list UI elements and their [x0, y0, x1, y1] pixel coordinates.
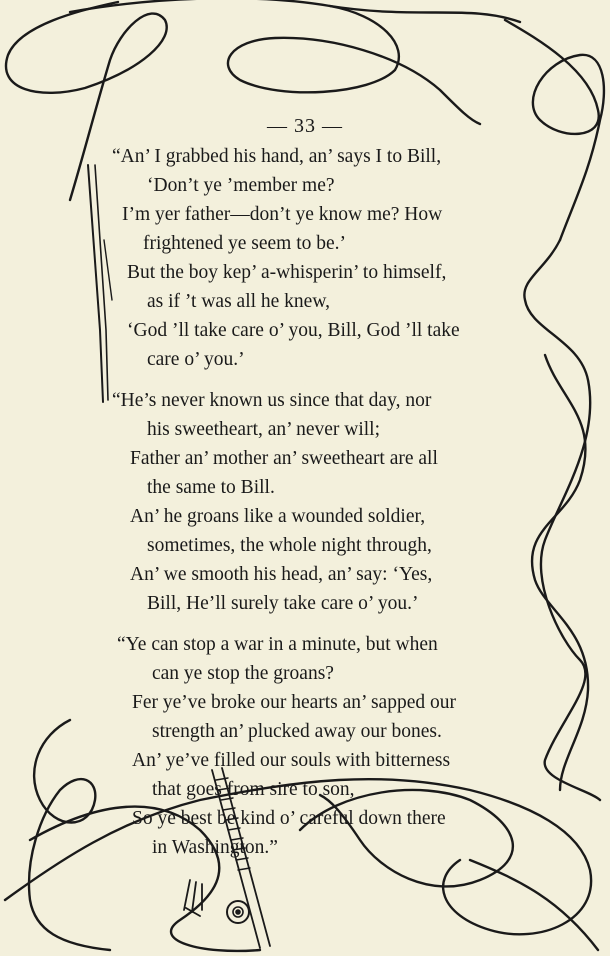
poem-line: An’ he groans like a wounded soldier,: [130, 506, 426, 527]
poem: [0, 142, 610, 874]
poem-line: can ye stop the groans?: [152, 663, 334, 684]
poem-line: ‘Don’t ye ’member me?: [147, 175, 335, 196]
poem-line: care o’ you.’: [147, 349, 245, 370]
poem-line: Father an’ mother an’ sweetheart are all: [130, 448, 438, 469]
poem-line: “He’s never known us since that day, nor: [112, 390, 432, 411]
page-number: — 33 —: [267, 115, 343, 137]
poem-line: in Washington.”: [152, 837, 278, 858]
poem-line: But the boy kep’ a-whisperin’ to himself,: [127, 262, 447, 283]
poem-line: ‘God ’ll take care o’ you, Bill, God ’ll take: [127, 320, 460, 341]
poem-line: “An’ I grabbed his hand, an’ says I to Bill,: [112, 146, 442, 167]
fly-lure: [184, 880, 202, 916]
poem-line: “Ye can stop a war in a minute, but when: [117, 634, 438, 655]
poem-line: An’ ye’ve filled our souls with bitterness: [132, 750, 451, 771]
line-top-middle-loop: [228, 6, 480, 124]
poem-line: his sweetheart, an’ never will;: [147, 419, 381, 440]
stanza-3: [0, 630, 610, 862]
poem-line: strength an’ plucked away our bones.: [152, 721, 442, 742]
poem-line: So ye best be kind o’ careful down there: [132, 808, 446, 829]
stanza-1: [0, 142, 610, 374]
poem-line: the same to Bill.: [147, 477, 275, 498]
poem-line: as if ’t was all he knew,: [147, 291, 331, 312]
poem-line: Fer ye’ve broke our hearts an’ sapped our: [132, 692, 456, 713]
poem-line: that goes from sire to son,: [152, 779, 355, 800]
poem-line: I’m yer father—don’t ye know me? How: [122, 204, 443, 225]
poem-line: An’ we smooth his head, an’ say: ‘Yes,: [130, 564, 433, 585]
stanza-2: [0, 386, 610, 618]
poem-line: Bill, He’ll surely take care o’ you.’: [147, 593, 419, 614]
poem-line: sometimes, the whole night through,: [147, 535, 432, 556]
poem-line: frightened ye seem to be.’: [143, 233, 347, 254]
